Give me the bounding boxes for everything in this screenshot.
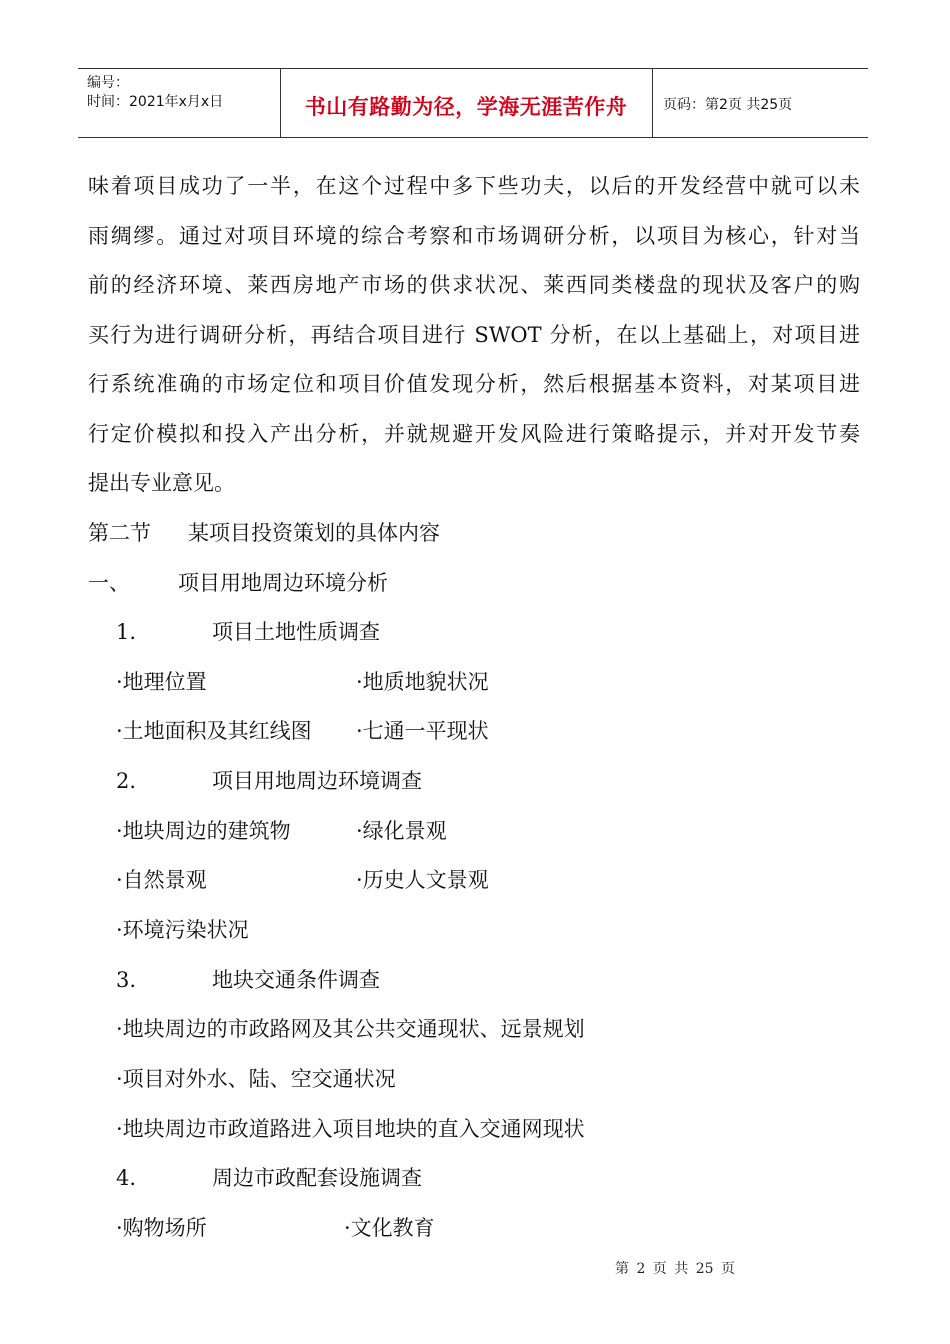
header-meta-cell bbox=[78, 69, 281, 137]
paragraph-line: 雨绸缪。通过对项目环境的综合考察和市场调研分析，以项目为核心，针对当 bbox=[88, 224, 860, 248]
item-title: 项目土地性质调查 bbox=[212, 620, 380, 644]
item-title: 项目用地周边环境调查 bbox=[212, 769, 422, 793]
paragraph-line: 买行为进行调研分析，再结合项目进行 SWOT 分析，在以上基础上，对项目进 bbox=[88, 323, 860, 347]
item-number: 1. bbox=[116, 620, 137, 644]
header-motto: 书山有路勤为径，学海无涯苦作舟 bbox=[304, 95, 628, 119]
bullet-item: ·土地面积及其红线图 bbox=[116, 719, 312, 743]
paragraph-line: 提出专业意见。 bbox=[88, 471, 235, 495]
bullet-item: ·地质地貌状况 bbox=[356, 670, 489, 694]
paragraph-line: 味着项目成功了一半，在这个过程中多下些功夫，以后的开发经营中就可以未 bbox=[88, 174, 860, 198]
bullet-item: ·文化教育 bbox=[344, 1216, 435, 1240]
item-title: 周边市政配套设施调查 bbox=[212, 1166, 422, 1190]
paragraph-line: 行系统准确的市场定位和项目价值发现分析，然后根据基本资料，对某项目进 bbox=[88, 372, 860, 396]
item-number: 3. bbox=[116, 968, 137, 992]
bullet-item: ·项目对外水、陆、空交通状况 bbox=[116, 1067, 396, 1091]
item-title: 地块交通条件调查 bbox=[212, 968, 380, 992]
document-header bbox=[78, 68, 868, 138]
bullet-item: ·环境污染状况 bbox=[116, 918, 249, 942]
part-title: 项目用地周边环境分析 bbox=[178, 571, 388, 595]
item-number: 2. bbox=[116, 769, 137, 793]
item-number: 4. bbox=[116, 1166, 137, 1190]
bullet-item: ·购物场所 bbox=[116, 1216, 207, 1240]
bullet-item: ·地块周边的市政路网及其公共交通现状、远景规划 bbox=[116, 1017, 585, 1041]
bullet-item: ·地块周边的建筑物 bbox=[116, 819, 291, 843]
header-page-cell bbox=[653, 69, 868, 137]
paragraph-line: 行定价模拟和投入产出分析，并就规避开发风险进行策略提示，并对开发节奏 bbox=[88, 422, 860, 446]
page-footer: 第 2 页 共 25 页 bbox=[615, 1261, 735, 1277]
header-motto-cell bbox=[280, 69, 653, 137]
bullet-item: ·地理位置 bbox=[116, 670, 207, 694]
bullet-item: ·自然景观 bbox=[116, 868, 207, 892]
document-number-label: 编号： bbox=[87, 75, 129, 91]
section-title: 某项目投资策划的具体内容 bbox=[188, 521, 440, 545]
bullet-item: ·地块周边市政道路进入项目地块的直入交通网现状 bbox=[116, 1117, 585, 1141]
header-page-info: 页码：第2页 共25页 bbox=[663, 97, 793, 113]
bullet-item: ·绿化景观 bbox=[356, 819, 447, 843]
section-label: 第二节 bbox=[88, 521, 151, 545]
bullet-item: ·七通一平现状 bbox=[356, 719, 489, 743]
paragraph-line: 前的经济环境、莱西房地产市场的供求状况、莱西同类楼盘的现状及客户的购 bbox=[88, 273, 860, 297]
part-label: 一、 bbox=[88, 571, 130, 595]
document-time-label: 时间：2021年x月x日 bbox=[87, 94, 224, 110]
bullet-item: ·历史人文景观 bbox=[356, 868, 489, 892]
